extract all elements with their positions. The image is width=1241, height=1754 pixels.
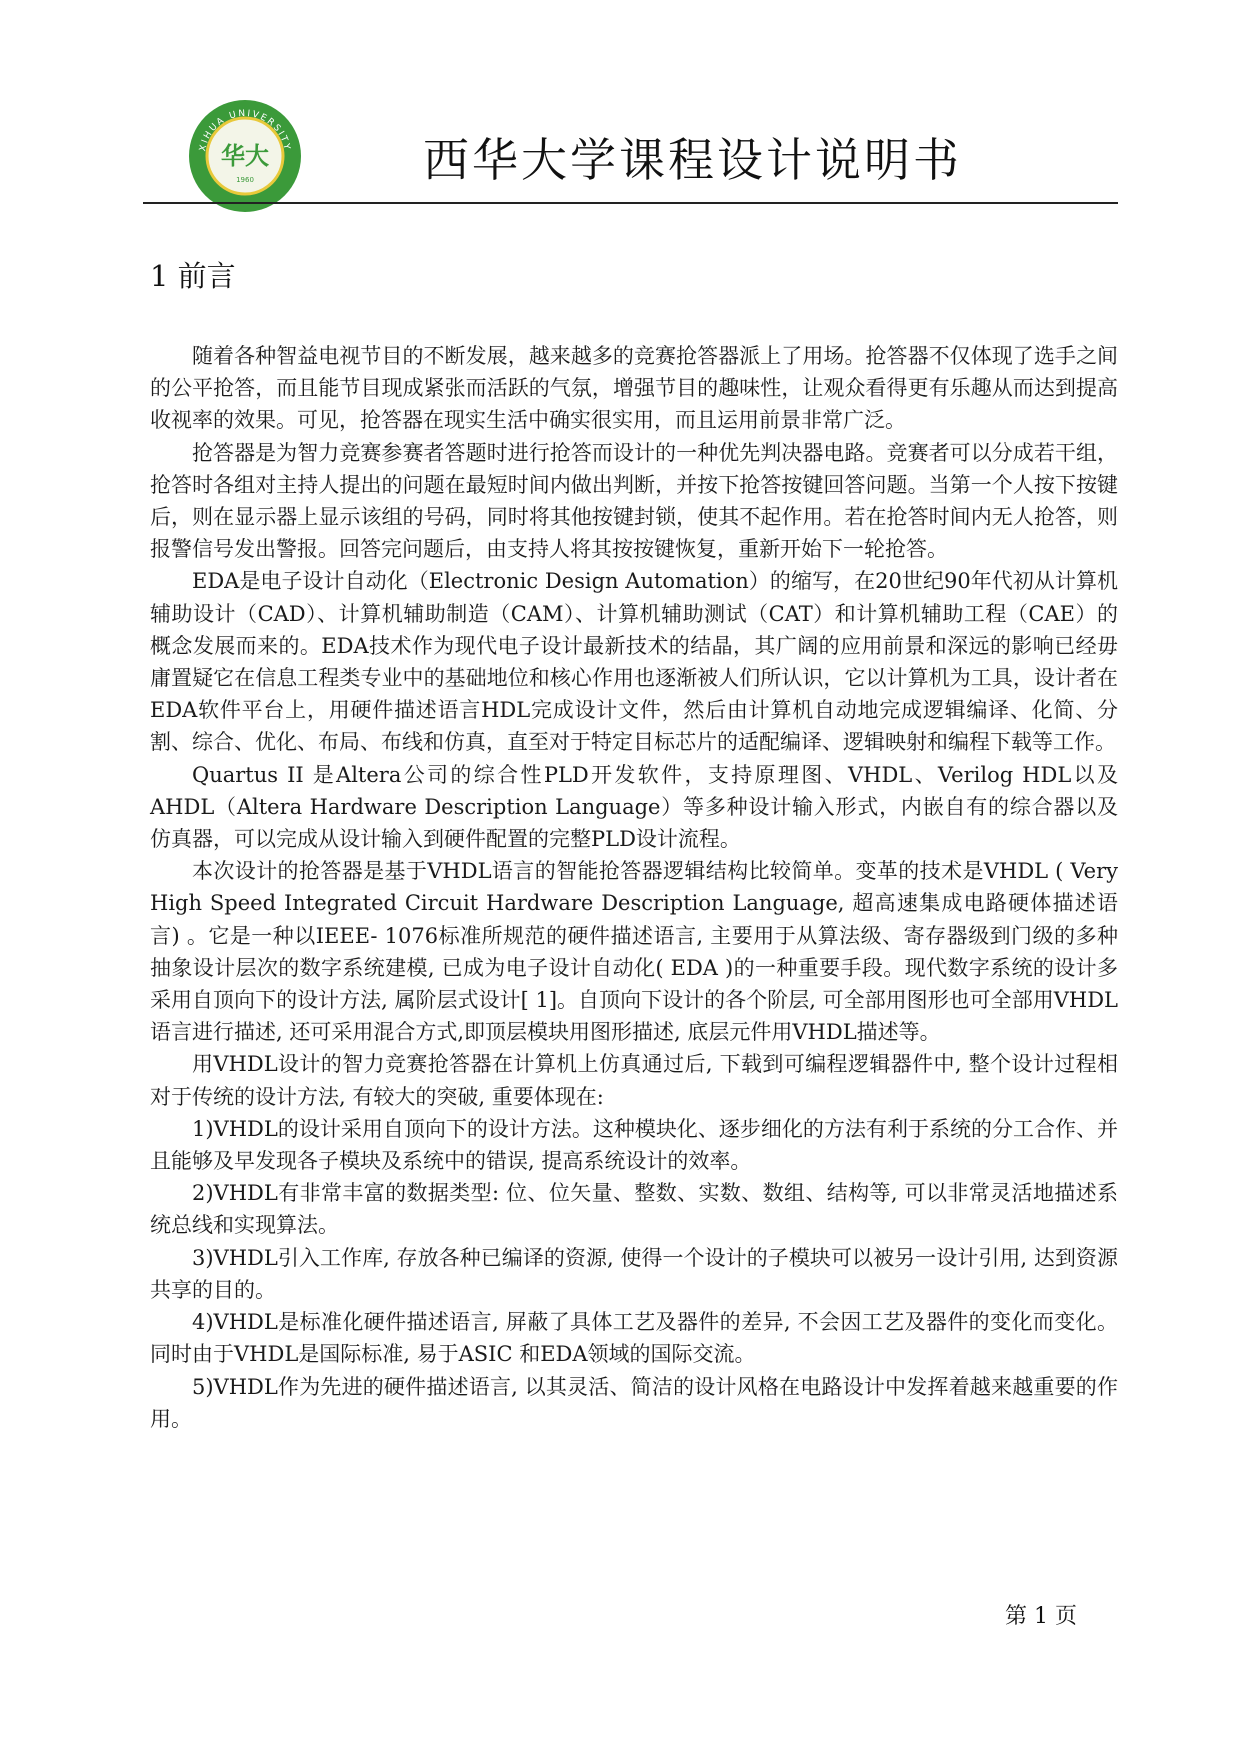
page-header bbox=[143, 96, 1118, 206]
list-item: 4)VHDL是标准化硬件描述语言, 屏蔽了具体工艺及器件的差异, 不会因工艺及器件的变化而变化。同时由于VHDL是国际标准, 易于ASIC 和EDA领域的国际交流。 bbox=[150, 1310, 1118, 1367]
list-item: 2)VHDL有非常丰富的数据类型: 位、位矢量、整数、实数、数组、结构等, 可以非常灵活地描述系统总线和实现算法。 bbox=[150, 1181, 1118, 1238]
university-logo bbox=[187, 98, 303, 214]
logo-ring-text: XIHUA UNIVERSITY bbox=[198, 108, 292, 153]
document-title: 西华大学课程设计说明书 bbox=[423, 133, 962, 187]
paragraph: Quartus II 是Altera公司的综合性PLD开发软件，支持原理图、VHDL、Verilog HDL以及AHDL（Altera Hardware Description Language）等多种设计输入形式，内嵌自有的综合器以及仿真器，可以完成从设计输入到硬件配置的完整PLD设计流程。 bbox=[150, 762, 1118, 852]
list-item: 1)VHDL的设计采用自顶向下的设计方法。这种模块化、逐步细化的方法有利于系统的分工合作、并且能够及早发现各子模块及系统中的错误, 提高系统设计的效率。 bbox=[150, 1116, 1118, 1174]
logo-center-text: 华大 bbox=[221, 141, 269, 170]
paragraph: EDA是电子设计自动化（Electronic Design Automation）的缩写，在20世纪90年代初从计算机辅助设计（CAD）、计算机辅助制造（CAM）、计算机辅助测试（CAT）和计算机辅助工程（CAE）的概念发展而来的。EDA技术作为现代电子设计最新技术的结晶，其广阔的应用前景和深远的影响已经毋庸置疑它在信息工程类专业中的基础地位和核心作用也逐渐被人们所认识，它以计算机为工具，设计者在EDA软件平台上，用硬件描述语言HDL完成设计文件，然后由计算机自动地完成逻辑编译、化简、分割、综合、优化、布局、布线和仿真，直至对于特定目标芯片的适配编译、逻辑映射和编程下载等工作。 bbox=[150, 569, 1118, 755]
logo-year: 1960 bbox=[236, 176, 254, 184]
page-number: 第 1 页 bbox=[1005, 1604, 1077, 1629]
list-item: 5)VHDL作为先进的硬件描述语言, 以其灵活、简洁的设计风格在电路设计中发挥着越来越重要的作用。 bbox=[150, 1374, 1118, 1431]
body-text bbox=[150, 340, 1118, 1435]
paragraph: 用VHDL设计的智力竞赛抢答器在计算机上仿真通过后, 下载到可编程逻辑器件中, 整个设计过程相对于传统的设计方法, 有较大的突破, 重要体现在: bbox=[150, 1052, 1118, 1109]
section-heading: 1 前言 bbox=[150, 259, 236, 293]
paragraph: 抢答器是为智力竞赛参赛者答题时进行抢答而设计的一种优先判决器电路。竞赛者可以分成若干组，抢答时各组对主持人提出的问题在最短时间内做出判断，并按下抢答按键回答问题。当第一个人按下按键后，则在显示器上显示该组的号码，同时将其他按键封锁，使其不起作用。若在抢答时间内无人抢答，则报警信号发出警报。回答完问题后，由支持人将其按按键恢复，重新开始下一轮抢答。 bbox=[150, 440, 1118, 562]
paragraph: 本次设计的抢答器是基于VHDL语言的智能抢答器逻辑结构比较简单。变革的技术是VHDL ( Very High Speed Integrated Circuit Hardware Description Language, 超高速集成电路硬体描述语言) 。它是一种以IEEE- 1076标准所规范的硬件描述语言, 主要用于从算法级、寄存器级到门级的多种抽象设计层次的数字系统建模, 已成为电子设计自动化( EDA )的一种重要手段。现代数字系统的设计多采用自顶向下的设计方法, 属阶层式设计[ 1]。自顶向下设计的各个阶层, 可全部用图形也可全部用VHDL语言进行描述, 还可采用混合方式,即顶层模块用图形描述, 底层元件用VHDL描述等。 bbox=[150, 859, 1118, 1045]
header-divider bbox=[143, 202, 1118, 204]
paragraph: 随着各种智益电视节目的不断发展，越来越多的竞赛抢答器派上了用场。抢答器不仅体现了选手之间的公平抢答，而且能节目现成紧张而活跃的气氛，增强节目的趣味性，让观众看得更有乐趣从而达到提高收视率的效果。可见，抢答器在现实生活中确实很实用，而且运用前景非常广泛。 bbox=[150, 344, 1118, 433]
list-item: 3)VHDL引入工作库, 存放各种已编译的资源, 使得一个设计的子模块可以被另一设计引用, 达到资源共享的目的。 bbox=[150, 1245, 1118, 1302]
